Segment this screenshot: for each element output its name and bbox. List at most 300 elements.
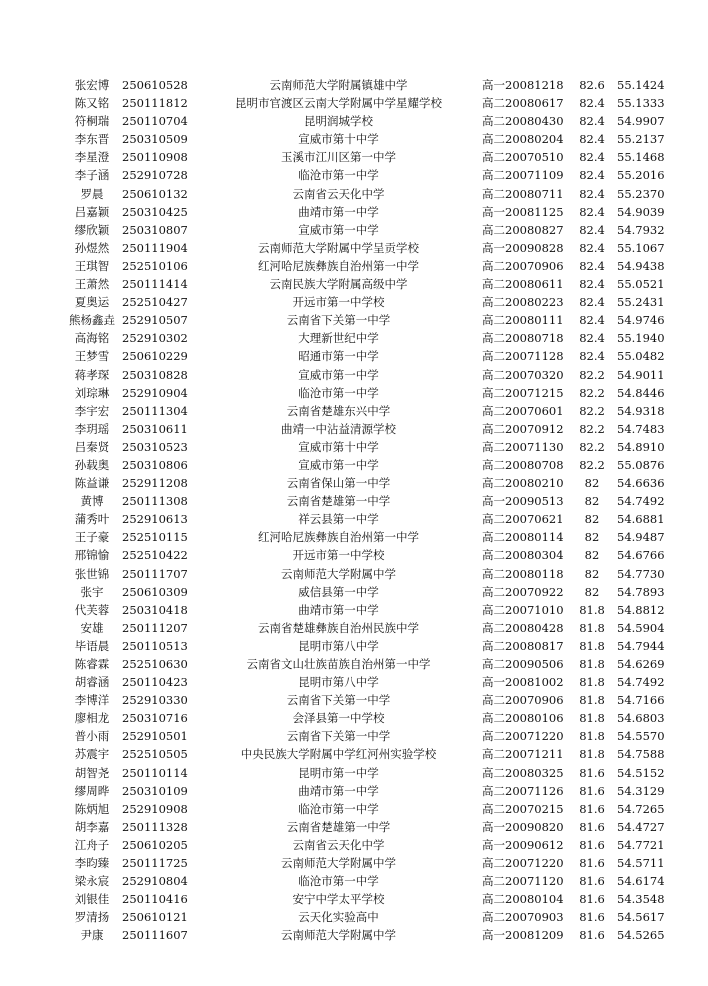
- index-value: 54.8910: [617, 439, 665, 454]
- index-value: 55.1333: [617, 96, 665, 111]
- birth-date: 20080711: [505, 186, 564, 201]
- birth-date: 20080430: [505, 114, 564, 129]
- student-id: 250610229: [122, 349, 188, 364]
- table-row: [62, 492, 670, 510]
- score-value: 82.6: [579, 78, 605, 92]
- index-value: 54.6803: [617, 711, 665, 726]
- grade-level: 高二: [482, 258, 505, 273]
- student-name: 胡睿涵: [74, 675, 110, 690]
- student-id: 250310523: [122, 439, 188, 454]
- student-name: 黄博: [80, 494, 104, 509]
- score-value: 81.8: [579, 657, 605, 671]
- score-value: 82.2: [579, 421, 605, 436]
- student-name: 熊杨鑫垚: [69, 313, 115, 328]
- student-name: 胡智尧: [74, 765, 110, 780]
- school-name: 云南省楚雄第一中学: [286, 494, 391, 509]
- index-value: 54.5570: [617, 729, 665, 744]
- student-id: 250310806: [122, 457, 188, 472]
- grade-level: 高二: [482, 657, 505, 671]
- table-row: [62, 637, 670, 655]
- table-row: [62, 76, 670, 94]
- student-id: 252510505: [122, 747, 188, 762]
- index-value: 54.5152: [617, 765, 665, 780]
- school-name: 昆明市第一中学: [298, 765, 379, 780]
- student-name: 苏震宇: [74, 747, 110, 762]
- score-value: 81.8: [579, 620, 605, 635]
- grade-level: 高二: [482, 457, 505, 472]
- birth-date: 20071211: [505, 747, 564, 762]
- student-id: 252910728: [122, 168, 188, 183]
- birth-date: 20080617: [505, 96, 564, 111]
- school-name: 宣威市第一中学: [298, 222, 379, 237]
- score-value: 81.6: [579, 910, 605, 925]
- student-name: 胡李嘉: [74, 819, 110, 834]
- index-value: 54.3548: [617, 892, 665, 907]
- birth-date: 20070912: [505, 421, 564, 436]
- birth-date: 20070215: [505, 801, 564, 816]
- school-name: 昆明市第八中学: [298, 638, 379, 653]
- student-id: 250310807: [122, 222, 188, 237]
- grade-level: 高二: [482, 638, 505, 653]
- table-row: [62, 221, 670, 239]
- table-row: [62, 528, 670, 546]
- index-value: 55.1424: [617, 78, 665, 92]
- table-row: [62, 565, 670, 583]
- table-row: [62, 800, 670, 818]
- student-id: 250111607: [122, 928, 188, 943]
- birth-date: 20070320: [505, 367, 564, 382]
- school-name: 云南民族大学附属高级中学: [269, 277, 408, 292]
- student-score-table: [62, 76, 670, 945]
- student-name: 陈又铭: [74, 96, 110, 111]
- student-id: 250110908: [122, 150, 188, 165]
- table-row: [62, 745, 670, 763]
- student-id: 252910507: [122, 313, 188, 328]
- student-name: 刘银佳: [74, 892, 110, 907]
- school-name: 云南师范大学附属镇雄中学: [269, 78, 408, 92]
- school-name: 中央民族大学附属中学红河州实验学校: [240, 747, 437, 762]
- score-value: 81.6: [579, 783, 605, 798]
- student-id: 250610309: [122, 584, 188, 599]
- school-name: 曲靖市第一中学: [298, 204, 379, 219]
- student-name: 蒲秀叶: [74, 512, 110, 527]
- grade-level: 高一: [482, 675, 505, 690]
- birth-date: 20071130: [505, 439, 564, 454]
- grade-level: 高二: [482, 476, 505, 491]
- birth-date: 20071220: [505, 856, 564, 871]
- score-value: 81.8: [579, 638, 605, 653]
- school-name: 临沧市第一中学: [298, 874, 379, 889]
- index-value: 54.9907: [617, 114, 665, 129]
- index-value: 54.9318: [617, 403, 665, 418]
- student-id: 250110513: [122, 638, 188, 653]
- birth-date: 20081125: [505, 204, 564, 219]
- birth-date: 20080718: [505, 331, 564, 346]
- birth-date: 20070621: [505, 512, 564, 527]
- index-value: 54.8446: [617, 385, 665, 400]
- birth-date: 20070510: [505, 150, 564, 165]
- grade-level: 高二: [482, 349, 505, 364]
- index-value: 54.7483: [617, 421, 665, 436]
- index-value: 55.2137: [617, 132, 665, 147]
- table-row: [62, 347, 670, 365]
- grade-level: 高一: [482, 819, 505, 834]
- school-name: 昆明润城学校: [304, 114, 373, 129]
- table-row: [62, 836, 670, 854]
- school-name: 曲靖一中沾益清源学校: [281, 421, 396, 436]
- student-name: 夏奥运: [74, 295, 110, 310]
- student-id: 250310716: [122, 711, 188, 726]
- score-value: 82.4: [579, 168, 605, 183]
- table-row: [62, 275, 670, 293]
- school-name: 云南省楚雄东兴中学: [286, 403, 391, 418]
- score-value: 82.4: [579, 222, 605, 237]
- table-row: [62, 474, 670, 492]
- index-value: 55.1940: [617, 331, 665, 346]
- score-value: 82.4: [579, 240, 605, 255]
- grade-level: 高二: [482, 747, 505, 762]
- student-name: 江舟子: [74, 837, 110, 852]
- table-row: [62, 854, 670, 872]
- table-row: [62, 311, 670, 329]
- student-name: 李东晋: [74, 132, 110, 147]
- table-row: [62, 890, 670, 908]
- school-name: 玉溪市江川区第一中学: [281, 150, 396, 165]
- student-name: 李子涵: [74, 168, 110, 183]
- index-value: 54.5265: [617, 928, 665, 943]
- table-row: [62, 510, 670, 528]
- student-name: 王梦雪: [74, 349, 110, 364]
- student-id: 252910613: [122, 512, 188, 527]
- grade-level: 高一: [482, 240, 505, 255]
- grade-level: 高一: [482, 204, 505, 219]
- student-id: 252910904: [122, 385, 188, 400]
- score-value: 82: [584, 494, 600, 509]
- grade-level: 高二: [482, 530, 505, 545]
- student-id: 252910330: [122, 693, 188, 708]
- school-name: 云南省下关第一中学: [286, 693, 391, 708]
- table-body: [62, 76, 670, 945]
- school-name: 云南省保山第一中学: [286, 476, 391, 491]
- table-row: [62, 293, 670, 311]
- school-name: 威信县第一中学: [298, 584, 379, 599]
- grade-level: 高二: [482, 892, 505, 907]
- student-id: 250111308: [122, 494, 188, 509]
- birth-date: 20080111: [505, 313, 564, 328]
- index-value: 54.4727: [617, 819, 665, 834]
- school-name: 临沧市第一中学: [298, 801, 379, 816]
- student-id: 252911208: [122, 476, 188, 491]
- birth-date: 20071010: [505, 602, 564, 617]
- score-value: 81.6: [579, 801, 605, 816]
- score-value: 82: [584, 566, 600, 581]
- birth-date: 20070906: [505, 693, 564, 708]
- index-value: 54.5711: [617, 856, 665, 871]
- index-value: 54.7721: [617, 837, 665, 852]
- grade-level: 高二: [482, 367, 505, 382]
- student-name: 张宏博: [74, 78, 110, 92]
- score-value: 81.6: [579, 837, 605, 852]
- grade-level: 高二: [482, 313, 505, 328]
- table-row: [62, 456, 670, 474]
- birth-date: 20080304: [505, 548, 564, 563]
- index-value: 55.0521: [617, 277, 665, 292]
- table-row: [62, 420, 670, 438]
- table-row: [62, 619, 670, 637]
- school-name: 红河哈尼族彝族自治州第一中学: [258, 530, 419, 545]
- grade-level: 高二: [482, 222, 505, 237]
- grade-level: 高二: [482, 693, 505, 708]
- school-name: 云南省下关第一中学: [286, 729, 391, 744]
- student-id: 250111725: [122, 856, 188, 871]
- table-row: [62, 366, 670, 384]
- school-name: 宣威市第一中学: [298, 367, 379, 382]
- student-id: 250610205: [122, 837, 188, 852]
- student-name: 缪周晔: [74, 783, 110, 798]
- birth-date: 20071220: [505, 729, 564, 744]
- table-row: [62, 203, 670, 221]
- grade-level: 高二: [482, 295, 505, 310]
- student-name: 符桐瑞: [74, 114, 110, 129]
- student-id: 250111207: [122, 620, 188, 635]
- score-value: 82.4: [579, 150, 605, 165]
- student-name: 蒋孝琛: [74, 367, 110, 382]
- score-value: 81.6: [579, 856, 605, 871]
- school-name: 云南师范大学附属中学: [281, 928, 396, 943]
- student-id: 252510115: [122, 530, 188, 545]
- grade-level: 高二: [482, 765, 505, 780]
- index-value: 54.3129: [617, 783, 665, 798]
- student-id: 250310509: [122, 132, 188, 147]
- student-name: 梁永宸: [74, 874, 110, 889]
- table-row: [62, 764, 670, 782]
- birth-date: 20081209: [505, 928, 564, 943]
- score-value: 81.8: [579, 729, 605, 744]
- school-name: 宣威市第十中学: [298, 132, 379, 147]
- school-name: 云南省楚雄彝族自治州民族中学: [258, 620, 419, 635]
- grade-level: 高二: [482, 277, 505, 292]
- school-name: 宣威市第十中学: [298, 439, 379, 454]
- birth-date: 20080114: [505, 530, 564, 545]
- birth-date: 20090513: [505, 494, 564, 509]
- birth-date: 20090820: [505, 819, 564, 834]
- student-id: 250610132: [122, 186, 188, 201]
- grade-level: 高二: [482, 874, 505, 889]
- school-name: 曲靖市第一中学: [298, 783, 379, 798]
- grade-level: 高二: [482, 385, 505, 400]
- grade-level: 高二: [482, 856, 505, 871]
- school-name: 云南省楚雄第一中学: [286, 819, 391, 834]
- index-value: 55.0482: [617, 349, 665, 364]
- table-row: [62, 727, 670, 745]
- school-name: 安宁中学太平学校: [292, 892, 385, 907]
- student-name: 高海铭: [74, 331, 110, 346]
- index-value: 54.6766: [617, 548, 665, 563]
- student-id: 250310828: [122, 367, 188, 382]
- table-row: [62, 94, 670, 112]
- school-name: 昆明市官渡区云南大学附属中学星耀学校: [235, 96, 442, 111]
- index-value: 54.7492: [617, 494, 665, 509]
- student-id: 250110416: [122, 892, 188, 907]
- school-name: 宣威市第一中学: [298, 457, 379, 472]
- grade-level: 高二: [482, 729, 505, 744]
- student-name: 张宇: [80, 584, 104, 599]
- grade-level: 高二: [482, 548, 505, 563]
- index-value: 54.7893: [617, 584, 665, 599]
- birth-date: 20070906: [505, 258, 564, 273]
- index-value: 54.9011: [617, 367, 665, 382]
- school-name: 大理新世纪中学: [298, 331, 379, 346]
- score-value: 82: [584, 512, 600, 527]
- school-name: 云南师范大学附属中学: [281, 856, 396, 871]
- index-value: 54.7166: [617, 693, 665, 708]
- table-row: [62, 130, 670, 148]
- index-value: 54.7265: [617, 801, 665, 816]
- birth-date: 20071215: [505, 385, 564, 400]
- table-row: [62, 583, 670, 601]
- school-name: 云南省云天化中学: [292, 186, 385, 201]
- grade-level: 高一: [482, 837, 505, 852]
- student-name: 罗晨: [80, 186, 104, 201]
- student-id: 250310425: [122, 204, 188, 219]
- grade-level: 高二: [482, 150, 505, 165]
- birth-date: 20080118: [505, 566, 564, 581]
- grade-level: 高二: [482, 711, 505, 726]
- grade-level: 高二: [482, 602, 505, 617]
- student-id: 250310611: [122, 421, 188, 436]
- table-row: [62, 926, 670, 944]
- school-name: 昆明市第八中学: [298, 675, 379, 690]
- school-name: 开远市第一中学校: [292, 548, 385, 563]
- score-value: 82.4: [579, 295, 605, 310]
- student-name: 吕秦贤: [74, 439, 110, 454]
- student-id: 250610528: [122, 78, 188, 92]
- school-name: 会泽县第一中学校: [292, 711, 385, 726]
- index-value: 54.9487: [617, 530, 665, 545]
- score-value: 82: [584, 530, 600, 545]
- grade-level: 高二: [482, 801, 505, 816]
- student-id: 250111304: [122, 403, 188, 418]
- school-name: 云南省下关第一中学: [286, 313, 391, 328]
- birth-date: 20080210: [505, 476, 564, 491]
- grade-level: 高二: [482, 910, 505, 925]
- index-value: 55.1468: [617, 150, 665, 165]
- score-value: 82.4: [579, 313, 605, 328]
- score-value: 82: [584, 476, 600, 491]
- birth-date: 20080204: [505, 132, 564, 147]
- student-name: 孙载奥: [74, 457, 110, 472]
- student-id: 250310109: [122, 783, 188, 798]
- score-value: 82.4: [579, 96, 605, 111]
- grade-level: 高一: [482, 78, 505, 92]
- score-value: 82.4: [579, 186, 605, 201]
- table-row: [62, 655, 670, 673]
- index-value: 55.2016: [617, 168, 665, 183]
- grade-level: 高二: [482, 96, 505, 111]
- birth-date: 20081218: [505, 78, 564, 92]
- index-value: 54.9039: [617, 204, 665, 219]
- score-value: 82.2: [579, 457, 605, 472]
- student-name: 李博洋: [74, 693, 110, 708]
- table-row: [62, 166, 670, 184]
- index-value: 54.5904: [617, 620, 665, 635]
- student-name: 吕嘉颖: [74, 204, 110, 219]
- table-row: [62, 438, 670, 456]
- grade-level: 高二: [482, 584, 505, 599]
- student-id: 252910302: [122, 331, 188, 346]
- score-value: 82.4: [579, 132, 605, 147]
- student-id: 250110704: [122, 114, 188, 129]
- table-row: [62, 546, 670, 564]
- grade-level: 高二: [482, 331, 505, 346]
- student-name: 普小雨: [74, 729, 110, 744]
- table-row: [62, 112, 670, 130]
- grade-level: 高二: [482, 421, 505, 436]
- index-value: 55.2431: [617, 295, 665, 310]
- index-value: 54.8812: [617, 602, 665, 617]
- table-row: [62, 782, 670, 800]
- school-name: 开远市第一中学校: [292, 295, 385, 310]
- table-row: [62, 601, 670, 619]
- student-id: 250111414: [122, 277, 188, 292]
- table-row: [62, 908, 670, 926]
- school-name: 昭通市第一中学: [298, 349, 379, 364]
- grade-level: 高二: [482, 512, 505, 527]
- birth-date: 20071109: [505, 168, 564, 183]
- index-value: 54.7932: [617, 222, 665, 237]
- student-id: 252910804: [122, 874, 188, 889]
- score-value: 82.4: [579, 349, 605, 364]
- birth-date: 20080325: [505, 765, 564, 780]
- student-name: 张世锦: [74, 566, 110, 581]
- index-value: 55.2370: [617, 186, 665, 201]
- score-value: 81.6: [579, 819, 605, 834]
- student-name: 陈益谦: [74, 476, 110, 491]
- birth-date: 20081002: [505, 675, 564, 690]
- student-id: 250110423: [122, 675, 188, 690]
- student-id: 250110114: [122, 765, 188, 780]
- index-value: 54.9438: [617, 258, 665, 273]
- student-name: 刘琮琳: [74, 385, 110, 400]
- score-value: 82.2: [579, 385, 605, 400]
- school-name: 红河哈尼族彝族自治州第一中学: [258, 258, 419, 273]
- index-value: 55.1067: [617, 240, 665, 255]
- table-row: [62, 872, 670, 890]
- birth-date: 20080708: [505, 457, 564, 472]
- table-row: [62, 691, 670, 709]
- student-id: 250111328: [122, 819, 188, 834]
- index-value: 54.7492: [617, 675, 665, 690]
- birth-date: 20080106: [505, 711, 564, 726]
- student-name: 代芙蓉: [74, 602, 110, 617]
- score-value: 82.4: [579, 114, 605, 129]
- birth-date: 20090506: [505, 657, 564, 671]
- grade-level: 高二: [482, 168, 505, 183]
- score-value: 82.2: [579, 439, 605, 454]
- school-name: 云南师范大学附属中学: [281, 566, 396, 581]
- table-row: [62, 709, 670, 727]
- student-name: 陈睿霖: [74, 657, 110, 671]
- student-id: 250610121: [122, 910, 188, 925]
- score-value: 81.8: [579, 747, 605, 762]
- grade-level: 高二: [482, 783, 505, 798]
- student-name: 王琪智: [74, 258, 110, 273]
- table-row: [62, 257, 670, 275]
- index-value: 54.7588: [617, 747, 665, 762]
- birth-date: 20080827: [505, 222, 564, 237]
- student-name: 王萧然: [74, 277, 110, 292]
- student-id: 252510427: [122, 295, 188, 310]
